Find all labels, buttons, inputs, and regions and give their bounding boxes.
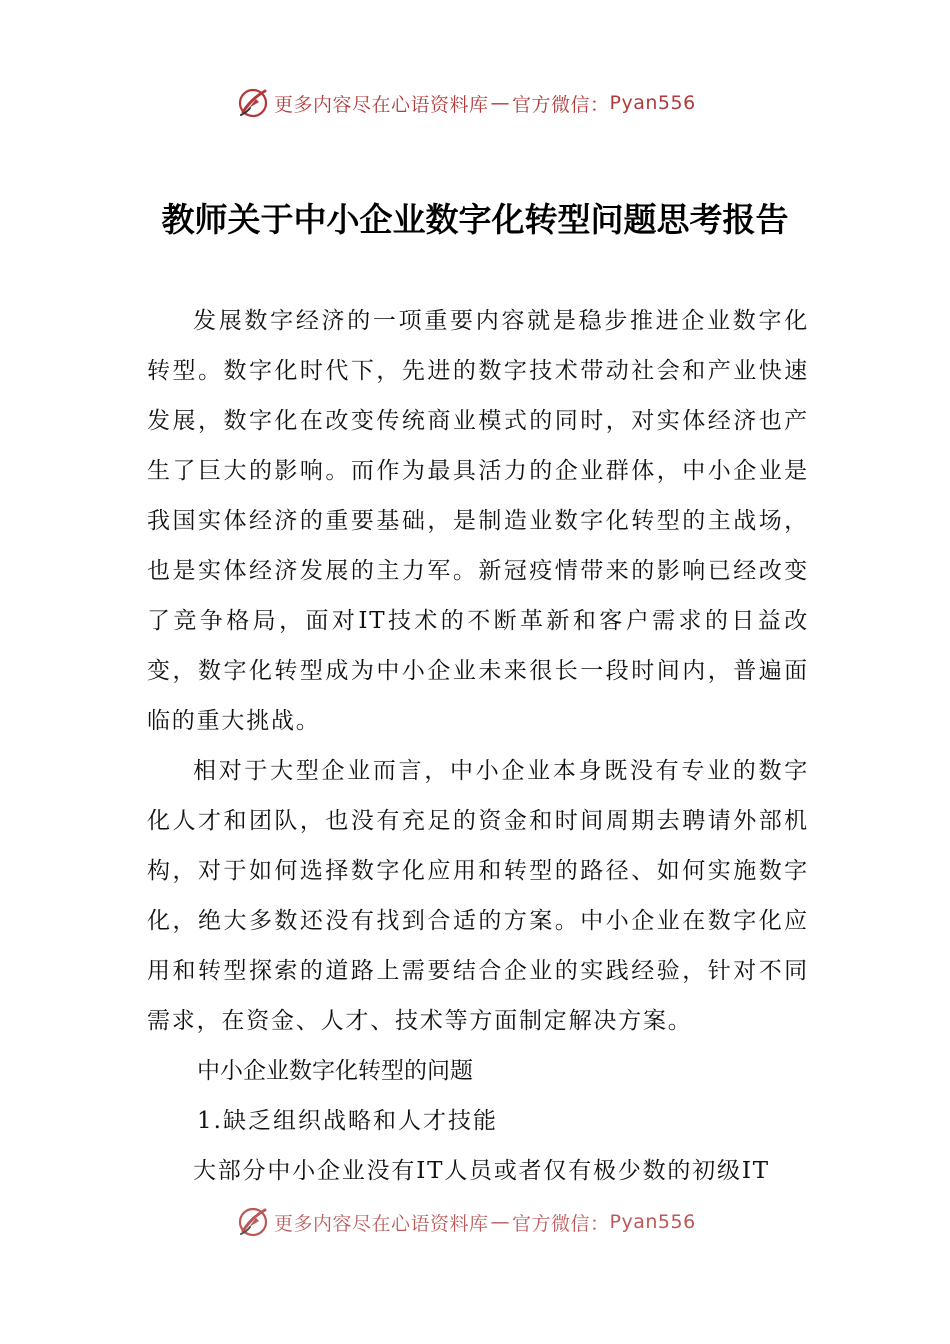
body-paragraph: 相对于大型企业而言，中小企业本身既没有专业的数字化人才和团队，也没有充足的资金和时间周期去聘请外部机构，对于如何选择数字化应用和转型的路径、如何实施数字化，绝大多数还没有找到合适的方案。中小企业在数字化应用和转型探索的道路上需要结合企业的实践经验，针对不同需求，在资金、人才、技术等方面制定解决方案。 [147,758,809,1034]
watermark-wechat-id: Pyan556 [609,92,696,114]
document-body [147,296,809,1196]
pen-logo-icon [236,1205,270,1239]
watermark-site-text: 更多内容尽在心语资料库 [274,1212,489,1235]
watermark-separator: — [490,1211,511,1233]
watermark-footer [236,1205,696,1239]
body-paragraph: 发展数字经济的一项重要内容就是稳步推进企业数字化转型。数字化时代下，先进的数字技术带动社会和产业快速发展，数字化在改变传统商业模式的同时，对实体经济也产生了巨大的影响。而作为最具活力的企业群体，中小企业是我国实体经济的重要基础，是制造业数字化转型的主战场，也是实体经济发展的主力军。新冠疫情带来的影响已经改变了竞争格局，面对IT技术的不断革新和客户需求的日益改变，数字化转型成为中小企业未来很长一段时间内，普遍面临的重大挑战。 [147,308,809,734]
document-title: 教师关于中小企业数字化转型问题思考报告 [161,200,789,239]
watermark-header [236,86,696,120]
watermark-wechat-label: 官方微信： [512,93,610,116]
watermark-wechat-label: 官方微信： [512,1212,610,1235]
pen-logo-icon [236,86,270,120]
subsection-heading: 1.缺乏组织战略和人才技能 [197,1108,498,1134]
watermark-separator: — [490,92,511,114]
watermark-wechat-id: Pyan556 [609,1211,696,1233]
body-paragraph: 大部分中小企业没有IT人员或者仅有极少数的初级IT [193,1158,770,1184]
watermark-site-text: 更多内容尽在心语资料库 [274,93,489,116]
section-heading: 中小企业数字化转型的问题 [197,1058,473,1084]
